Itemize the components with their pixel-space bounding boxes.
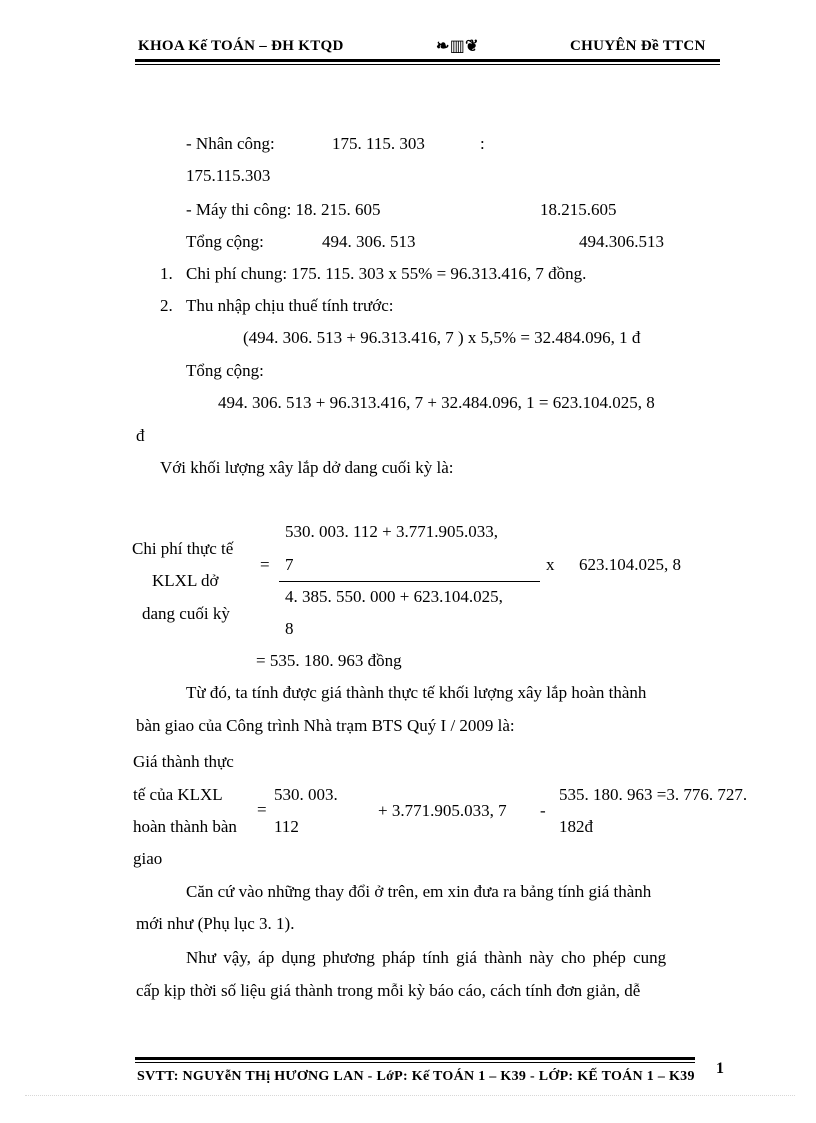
- total-calculation: 494. 306. 513 + 96.313.416, 7 + 32.484.096, 1 = 623.104.025, 8: [218, 393, 655, 412]
- footer-text: SVTT: NGUYễN THị HƯƠNG LAN - LớP: Kế TOÁN 1 – K39 - LỚP: KẾ TOÁN 1 – K39: [137, 1069, 695, 1084]
- labor-label: - Nhân công:: [186, 134, 275, 153]
- formula2-minus: -: [540, 801, 546, 820]
- formula2-label-line2: tế của KLXL: [133, 785, 223, 804]
- formula1-times: x: [546, 555, 555, 574]
- para2-line2: mới như (Phụ lục 3. 1).: [136, 914, 295, 933]
- wip-intro: Với khối lượng xây lắp dở dang cuối kỳ là:: [160, 458, 454, 477]
- para1-line1: Từ đó, ta tính được giá thành thực tế khối lượng xây lắp hoàn thành: [186, 683, 647, 702]
- item2-number: 2.: [160, 296, 173, 315]
- formula2-equals: =: [257, 800, 267, 819]
- formula1-result: = 535. 180. 963 đồng: [256, 651, 402, 670]
- item1-text: Chi phí chung: 175. 115. 303 x 55% = 96.313.416, 7 đồng.: [186, 264, 587, 283]
- para3-line2: cấp kịp thời số liệu giá thành trong mỗi kỳ báo cáo, cách tính đơn giản, dễ: [136, 981, 641, 1000]
- item2-calculation: (494. 306. 513 + 96.313.416, 7 ) x 5,5% = 32.484.096, 1 đ: [243, 328, 641, 347]
- formula2-plus-term: + 3.771.905.033, 7: [378, 801, 507, 820]
- subtotal-value: 494. 306. 513: [322, 232, 416, 251]
- formula1-fraction-bar: [279, 581, 540, 582]
- header-rule-thin: [135, 64, 720, 65]
- formula1-label-line2: KLXL dở: [152, 571, 219, 590]
- machine-line: - Máy thi công: 18. 215. 605: [186, 200, 381, 219]
- page-bottom-dotted-rule: [25, 1095, 795, 1096]
- item1-number: 1.: [160, 264, 173, 283]
- machine-value-plain: 18.215.605: [540, 200, 617, 219]
- header-ornament-icon: ❧▥❦: [436, 38, 479, 55]
- header-rule-thick: [135, 59, 720, 62]
- page-number: 1: [716, 1060, 724, 1077]
- footer-rule-thin: [135, 1062, 695, 1063]
- total-label: Tổng cộng:: [186, 361, 264, 380]
- formula1-label-line3: dang cuối kỳ: [142, 604, 230, 623]
- para1-line2: bàn giao của Công trình Nhà trạm BTS Quý I / 2009 là:: [136, 716, 515, 735]
- formula2-label-line1: Giá thành thực: [133, 752, 234, 771]
- header-right: CHUYÊN Đề TTCN: [570, 38, 706, 54]
- subtotal-label: Tổng cộng:: [186, 232, 264, 251]
- labor-value: 175. 115. 303: [332, 134, 425, 153]
- formula2-term-c1: 535. 180. 963 =3. 776. 727.: [559, 785, 748, 804]
- total-unit: đ: [136, 426, 145, 445]
- formula1-denominator-a: 4. 385. 550. 000 + 623.104.025,: [285, 587, 503, 606]
- formula1-multiplier: 623.104.025, 8: [579, 555, 681, 574]
- footer-rule-thick: [135, 1057, 695, 1060]
- formula1-denominator-b: 8: [285, 619, 294, 638]
- formula2-term-a1: 530. 003.: [274, 785, 338, 804]
- formula2-label-line4: giao: [133, 849, 163, 868]
- formula1-numerator-b: 7: [285, 555, 294, 574]
- formula1-equals: =: [260, 555, 270, 574]
- labor-value-plain: 175.115.303: [186, 166, 271, 185]
- subtotal-value-plain: 494.306.513: [579, 232, 664, 251]
- item2-text: Thu nhập chịu thuế tính trước:: [186, 296, 394, 315]
- labor-colon: :: [480, 134, 485, 153]
- para3-line1: Như vậy, áp dụng phương pháp tính giá thành này cho phép cung: [186, 948, 667, 967]
- header-left: KHOA Kế TOÁN – ĐH KTQD: [138, 38, 344, 54]
- para2-line1: Căn cứ vào những thay đổi ở trên, em xin đưa ra bảng tính giá thành: [186, 882, 652, 901]
- formula2-label-line3: hoàn thành bàn: [133, 817, 237, 836]
- formula1-label-line1: Chi phí thực tế: [132, 539, 234, 558]
- formula2-term-c2: 182đ: [559, 817, 593, 836]
- formula2-term-a2: 112: [274, 817, 299, 836]
- formula1-numerator-a: 530. 003. 112 + 3.771.905.033,: [285, 522, 498, 541]
